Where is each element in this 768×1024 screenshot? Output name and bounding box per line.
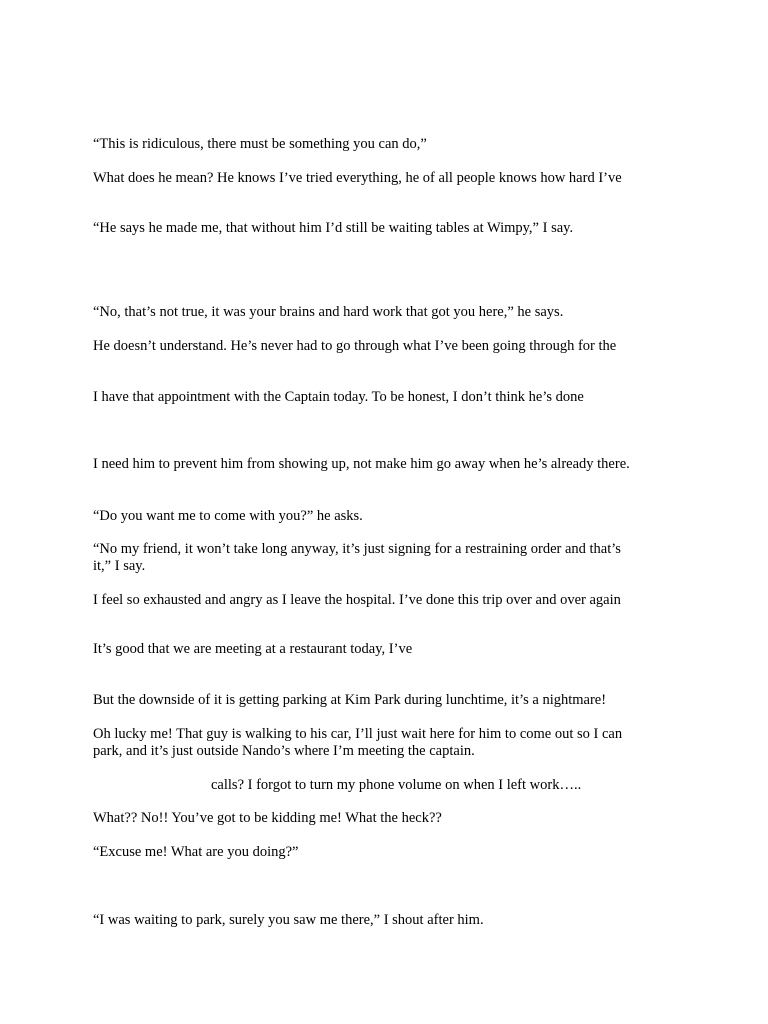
text-line: park, and it’s just outside Nando’s where I’m meeting the captain. (93, 743, 475, 759)
text-line: I have that appointment with the Captain today. To be honest, I don’t think he’s done (93, 389, 584, 405)
text-line: calls? I forgot to turn my phone volume on when I left work….. (211, 777, 582, 793)
text-line: “No, that’s not true, it was your brains and hard work that got you here,” he says. (93, 304, 564, 320)
text-line: “This is ridiculous, there must be something you can do,” (93, 136, 427, 152)
text-line: I feel so exhausted and angry as I leave the hospital. I’ve done this trip over and over again (93, 592, 621, 608)
text-line: “I was waiting to park, surely you saw me there,” I shout after him. (93, 912, 484, 928)
text-line: What?? No!! You’ve got to be kidding me! What the heck?? (93, 810, 442, 826)
text-line: But the downside of it is getting parking at Kim Park during lunchtime, it’s a nightmare! (93, 692, 607, 708)
text-line: “Do you want me to come with you?” he asks. (93, 508, 363, 524)
text-line: “No my friend, it won’t take long anyway, it’s just signing for a restraining order and that’s (93, 541, 621, 557)
text-line: He doesn’t understand. He’s never had to go through what I’ve been going through for the (93, 338, 617, 354)
text-line: it,” I say. (93, 558, 146, 574)
text-line: “Excuse me! What are you doing?” (93, 844, 299, 860)
text-line: I need him to prevent him from showing up, not make him go away when he’s already there. (93, 456, 630, 472)
text-line: “He says he made me, that without him I’d still be waiting tables at Wimpy,” I say. (93, 220, 574, 236)
text-line: It’s good that we are meeting at a restaurant today, I’ve (93, 641, 413, 657)
text-line: Oh lucky me! That guy is walking to his car, I’ll just wait here for him to come out so I can (93, 726, 623, 742)
text-line: What does he mean? He knows I’ve tried everything, he of all people knows how hard I’ve (93, 170, 622, 186)
